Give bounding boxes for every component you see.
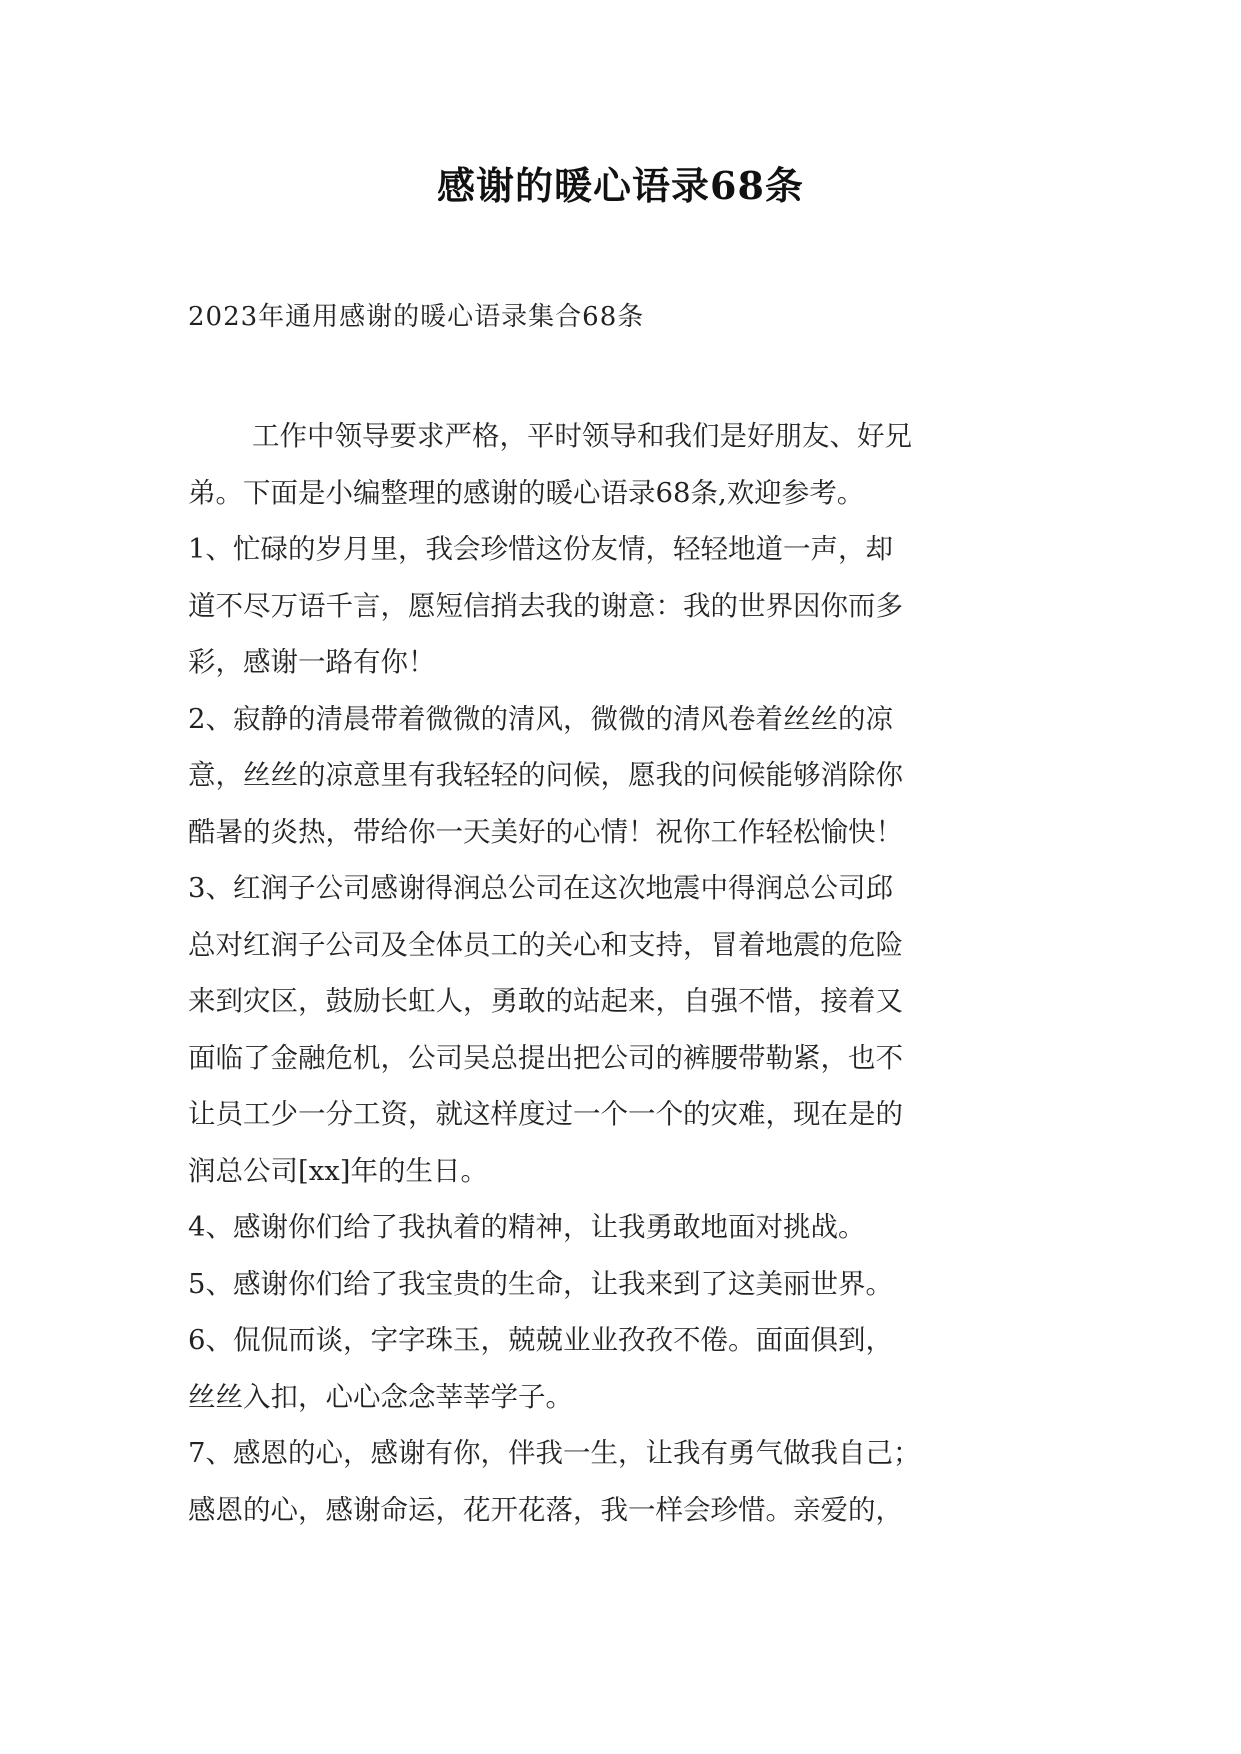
text-line: 丝丝入扣，心心念念莘莘学子。 [188,1380,573,1413]
text-line: 1、忙碌的岁月里，我会珍惜这份友情，轻轻地道一声，却 [188,533,893,565]
text-line: 来到灾区，鼓励长虹人，勇敢的站起来，自强不惜，接着又 [188,985,903,1017]
text-line: 4、感谢你们给了我执着的精神，让我勇敢地面对挑战。 [188,1211,866,1243]
list-item-3 [188,860,1060,1199]
text-line: 弟。下面是小编整理的感谢的暖心语录68条,欢迎参考。 [188,476,865,509]
text-line: 意，丝丝的凉意里有我轻轻的问候，愿我的问候能够消除你 [188,759,903,791]
text-line: 酷暑的炎热，带给你一天美好的心情！祝你工作轻松愉快！ [188,815,903,848]
text-line: 感恩的心，感谢命运，花开花落，我一样会珍惜。亲爱的， [188,1493,903,1526]
text-line: 2、寂静的清晨带着微微的清风，微微的清风卷着丝丝的凉 [188,702,893,735]
text-line: 润总公司[xx]年的生日。 [188,1154,488,1187]
text-line: 面临了金融危机，公司吴总提出把公司的裤腰带勒紧，也不 [188,1041,903,1074]
paragraph-intro [188,408,1060,521]
text-line: 6、侃侃而谈，字字珠玉，兢兢业业孜孜不倦。面面俱到， [188,1324,893,1356]
text-line: 让员工少一分工资，就这样度过一个一个的灾难，现在是的 [188,1098,903,1130]
text-line: 3、红润子公司感谢得润总公司在这次地震中得润总公司邱 [188,872,893,904]
text-line: 总对红润子公司及全体员工的关心和支持，冒着地震的危险 [188,928,903,961]
text-line: 5、感谢你们给了我宝贵的生命，让我来到了这美丽世界。 [188,1267,893,1300]
text-line: 工作中领导要求严格，平时领导和我们是好朋友、好兄 [252,420,912,452]
list-item-4 [188,1199,1060,1256]
document-subtitle: 2023年通用感谢的暖心语录集合68条 [188,302,645,332]
list-item-7 [188,1425,1060,1538]
list-item-1 [188,521,1060,691]
text-line: 彩，感谢一路有你！ [188,646,436,678]
text-line: 道不尽万语千言，愿短信捎去我的谢意：我的世界因你而多 [188,589,903,622]
document-title: 感谢的暖心语录68条 [437,163,804,208]
document-body [188,408,1060,1538]
list-item-5 [188,1256,1060,1313]
text-line: 7、感恩的心，感谢有你，伴我一生，让我有勇气做我自己； [188,1437,921,1469]
list-item-2 [188,691,1060,861]
list-item-6 [188,1312,1060,1425]
